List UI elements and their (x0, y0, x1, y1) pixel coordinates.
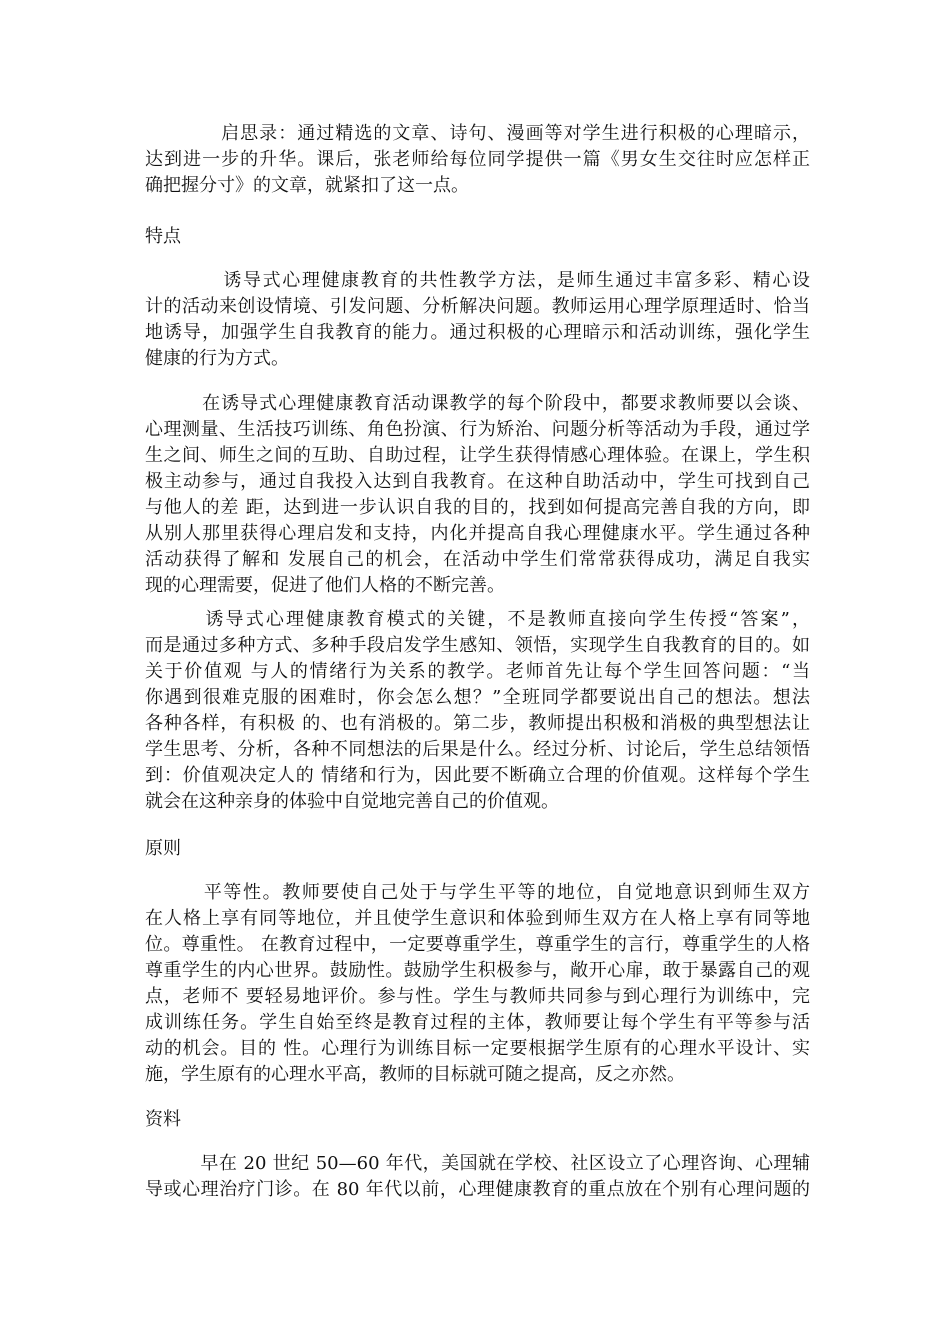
text-line: 健康的行为方式。 (145, 348, 289, 369)
text-line: 计的活动来创设情境、引发问题、分析解决问题。教师运用心理学原理适时、恰当 (145, 296, 810, 317)
paragraph-tedian-1 (145, 268, 810, 372)
text-line: 位。尊重性。 在教育过程中，一定要尊重学生，尊重学生的言行，尊重学生的人格 (145, 934, 810, 955)
text-line: 心理测量、生活技巧训练、角色扮演、行为矫治、问题分析等活动为手段，通过学 (145, 419, 810, 440)
text-line: 尊重学生的内心世界。鼓励性。鼓励学生积极参与，敞开心扉，敢于暴露自己的观 (145, 960, 810, 981)
text-line: 动的机会。目的 性。心理行为训练目标一定要根据学生原有的心理水平设计、实 (145, 1038, 810, 1059)
text-line: 在诱导式心理健康教育活动课教学的每个阶段中，都要求教师要以会谈、 (145, 393, 810, 414)
text-line: 生之间、师生之间的互助、自助过程，让学生获得情感心理体验。在课上，学生积 (145, 445, 810, 466)
text-line: 启思录：通过精选的文章、诗句、漫画等对学生进行积极的心理暗示， (145, 123, 810, 144)
paragraph-ziliao (145, 1151, 810, 1203)
text-line: 诱导式心理健康教育的共性教学方法，是师生通过丰富多彩、精心设 (145, 270, 810, 291)
text-line: 活动获得了解和 发展自己的机会，在活动中学生们常常获得成功，满足自我实 (145, 549, 810, 570)
text-line: 关于价值观 与人的情绪行为关系的教学。老师首先让每个学生回答问题：“当 (145, 661, 810, 682)
paragraph-yuanze (145, 880, 810, 1088)
text-line: 确把握分寸》的文章，就紧扣了这一点。 (145, 175, 469, 196)
text-line: 各种各样，有积极 的、也有消极的。第二步，教师提出积极和消极的典型想法让 (145, 713, 810, 734)
text-line: 在人格上享有同等地位，并且使学生意识和体验到师生双方在人格上享有同等地 (145, 908, 810, 929)
text-line: 地诱导，加强学生自我教育的能力。通过积极的心理暗示和活动训练，强化学生 (145, 322, 810, 343)
text-line: 诱导式心理健康教育模式的关键，不是教师直接向学生传授“答案”， (145, 609, 810, 630)
section-heading-ziliao: 资料 (145, 1109, 181, 1130)
text-line: 极主动参与，通过自我投入达到自我教育。在这种自助活动中，学生可找到自己 (145, 471, 810, 492)
text-line: 平等性。教师要使自己处于与学生平等的地位，自觉地意识到师生双方 (145, 882, 810, 903)
section-heading-tedian: 特点 (145, 226, 181, 247)
text-line: 与他人的差 距，达到进一步认识自我的目的，找到如何提高完善自我的方向，即 (145, 497, 810, 518)
text-line: 导或心理治疗门诊。在 80 年代以前，心理健康教育的重点放在个别有心理问题的 (145, 1179, 810, 1200)
text-line: 而是通过多种方式、多种手段启发学生感知、领悟，实现学生自我教育的目的。如 (145, 635, 810, 656)
paragraph-qisilu (145, 121, 810, 199)
text-line: 学生思考、分析，各种不同想法的后果是什么。经过分析、讨论后，学生总结领悟 (145, 739, 810, 760)
paragraph-tedian-2 (145, 391, 810, 599)
text-line: 你遇到很难克服的困难时，你会怎么想？”全班同学都要说出自己的想法。想法 (145, 687, 810, 708)
text-line: 达到进一步的升华。课后，张老师给每位同学提供一篇《男女生交往时应怎样正 (145, 149, 810, 170)
text-line: 现的心理需要，促进了他们人格的不断完善。 (145, 575, 505, 596)
text-line: 成训练任务。学生自始至终是教育过程的主体，教师要让每个学生有平等参与活 (145, 1012, 810, 1033)
text-line: 就会在这种亲身的体验中自觉地完善自己的价值观。 (145, 791, 559, 812)
text-line: 点，老师不 要轻易地评价。参与性。学生与教师共同参与到心理行为训练中，完 (145, 986, 810, 1007)
text-line: 到：价值观决定人的 情绪和行为，因此要不断确立合理的价值观。这样每个学生 (145, 765, 810, 786)
text-line: 施，学生原有的心理水平高，教师的目标就可随之提高，反之亦然。 (145, 1064, 685, 1085)
paragraph-tedian-3 (145, 607, 810, 815)
text-line: 从别人那里获得心理启发和支持，内化并提高自我心理健康水平。学生通过各种 (145, 523, 810, 544)
text-line: 早在 20 世纪 50—60 年代，美国就在学校、社区设立了心理咨询、心理辅 (145, 1153, 810, 1174)
section-heading-yuanze: 原则 (145, 838, 181, 859)
